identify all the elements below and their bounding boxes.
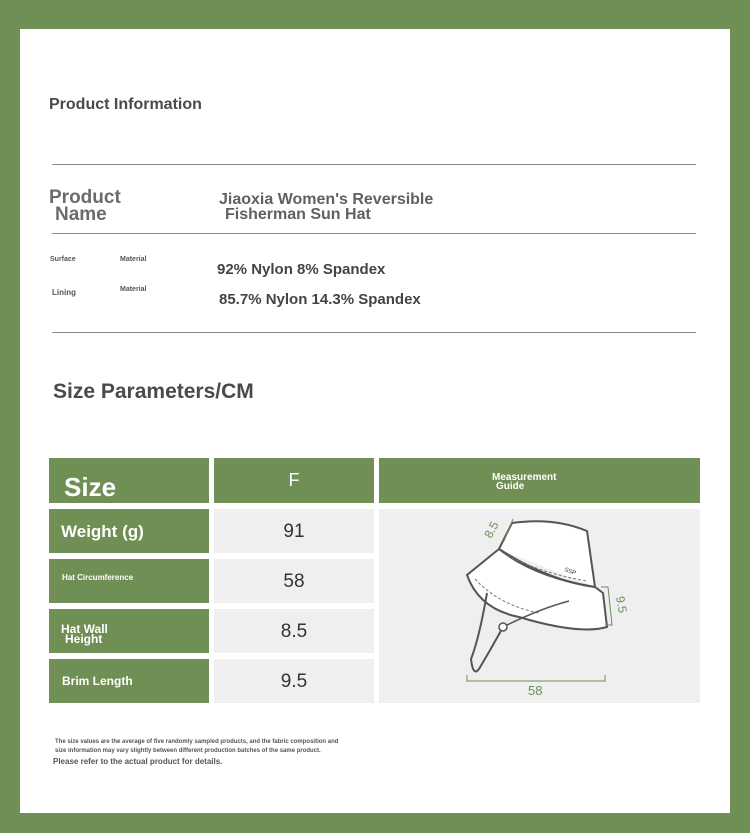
header-measurement-guide: Measurement Guide bbox=[379, 458, 700, 503]
measurement-diagram bbox=[379, 509, 700, 703]
surface-material-value: 92% Nylon 8% Spandex bbox=[217, 261, 386, 278]
surface-material-label: Material bbox=[120, 256, 147, 263]
row-value-wall-height: 8.5 bbox=[214, 609, 374, 653]
row-label-wall-height: Hat Wall Height bbox=[49, 609, 209, 653]
row-label-weight: Weight (g) bbox=[49, 509, 209, 553]
hat-diagram-icon bbox=[379, 509, 700, 703]
product-name-label: Product Name bbox=[49, 187, 121, 225]
hat-tag-label: SSP bbox=[563, 567, 577, 577]
lining-material-label: Material bbox=[120, 286, 147, 293]
header-f: F bbox=[214, 458, 374, 503]
size-params-title: Size Parameters/CM bbox=[53, 380, 254, 403]
divider bbox=[52, 233, 696, 234]
refer-note: Please refer to the actual product for details. bbox=[53, 757, 223, 766]
lining-material-value: 85.7% Nylon 14.3% Spandex bbox=[219, 291, 421, 308]
product-info-title: Product Information bbox=[49, 96, 202, 113]
divider bbox=[52, 332, 696, 333]
wall-dimension-label: 8.5 bbox=[481, 519, 502, 541]
row-value-brim: 9.5 bbox=[214, 659, 374, 703]
header-size: Size bbox=[49, 458, 209, 503]
divider bbox=[52, 164, 696, 165]
row-value-circumference: 58 bbox=[214, 559, 374, 603]
brim-dimension-label: 9.5 bbox=[613, 595, 630, 614]
circumference-dimension-label: 58 bbox=[528, 683, 543, 698]
surface-label: Surface bbox=[50, 256, 76, 263]
row-value-weight: 91 bbox=[214, 509, 374, 553]
row-label-circumference: Hat Circumference bbox=[49, 559, 209, 603]
row-label-brim: Brim Length bbox=[49, 659, 209, 703]
product-name-value: Jiaoxia Women's Reversible Fisherman Sun Hat bbox=[219, 191, 434, 223]
disclaimer-note: The size values are the average of five randomly sampled products, and the fabric composition and size information may vary slightly between different production batches of the same product. bbox=[55, 739, 339, 754]
lining-label: Lining bbox=[52, 288, 76, 297]
